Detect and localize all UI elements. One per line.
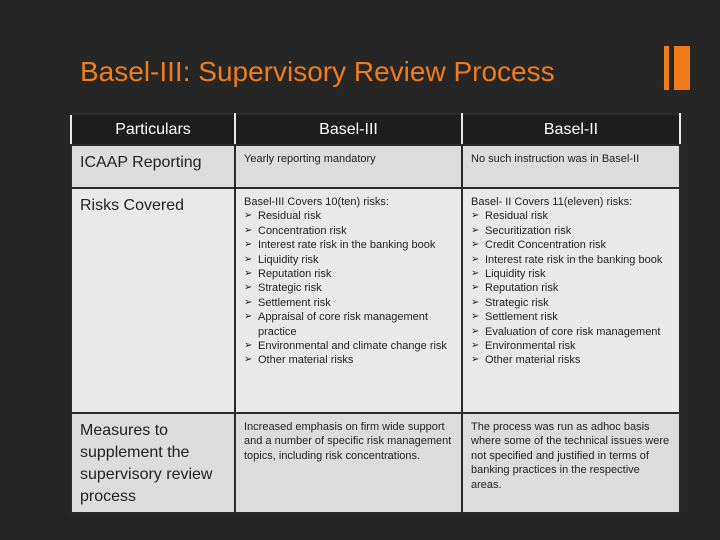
list-item: ➢ Interest rate risk in the banking book [244, 238, 455, 252]
list-item: ➢ Other material risks [471, 353, 673, 367]
table-row [71, 413, 680, 513]
accent-bar-thin [664, 46, 669, 90]
basel2-risk-list [471, 209, 673, 367]
list-item: ➢ Appraisal of core risk management practice [244, 310, 455, 339]
header-basel3: Basel-III [235, 114, 462, 145]
list-item: ➢ Interest rate risk in the banking book [471, 253, 673, 267]
cell-basel2-risks [462, 188, 680, 413]
list-item: ➢ Residual risk [471, 209, 673, 223]
basel3-risk-lead: Basel-III Covers 10(ten) risks: [244, 196, 389, 208]
table-row [71, 188, 680, 413]
list-item: ➢ Settlement risk [471, 310, 673, 324]
list-item: ➢ Reputation risk [471, 281, 673, 295]
list-item: ➢ Liquidity risk [244, 253, 455, 267]
list-item: ➢ Strategic risk [244, 281, 455, 295]
comparison-table [70, 113, 681, 514]
list-item: ➢ Credit Concentration risk [471, 238, 673, 252]
cell-basel3-risks [235, 188, 462, 413]
cell-basel2-icaap: No such instruction was in Basel-II [462, 145, 680, 188]
slide-title: Basel-III: Supervisory Review Process [80, 56, 555, 87]
header-basel2: Basel-II [462, 114, 680, 145]
list-item: ➢ Securitization risk [471, 224, 673, 238]
list-item: ➢ Strategic risk [471, 296, 673, 310]
cell-basel3-measures: Increased emphasis on firm wide support and a number of specific risk management topics, including risk concentrations. [235, 413, 462, 513]
header-particulars: Particulars [71, 114, 235, 145]
list-item: ➢ Concentration risk [244, 224, 455, 238]
list-item: ➢ Reputation risk [244, 267, 455, 281]
list-item: ➢ Residual risk [244, 209, 455, 223]
list-item: ➢ Environmental risk [471, 339, 673, 353]
basel2-risk-lead: Basel- II Covers 11(eleven) risks: [471, 196, 633, 208]
list-item: ➢ Environmental and climate change risk [244, 339, 455, 353]
list-item: ➢ Other material risks [244, 353, 455, 367]
row-label-risks: Risks Covered [71, 188, 235, 413]
list-item: ➢ Evaluation of core risk management [471, 325, 673, 339]
row-label-measures: Measures to supplement the supervisory review process [71, 413, 235, 513]
list-item: ➢ Settlement risk [244, 296, 455, 310]
cell-basel3-icaap: Yearly reporting mandatory [235, 145, 462, 188]
table-header-row [71, 114, 680, 145]
cell-basel2-measures: The process was run as adhoc basis where some of the technical issues were not specified and justified in terms of banking practices in the respective areas. [462, 413, 680, 513]
table-row [71, 145, 680, 188]
list-item: ➢ Liquidity risk [471, 267, 673, 281]
accent-bar-thick [674, 46, 690, 90]
row-label-icaap: ICAAP Reporting [71, 145, 235, 188]
basel3-risk-list [244, 209, 455, 367]
